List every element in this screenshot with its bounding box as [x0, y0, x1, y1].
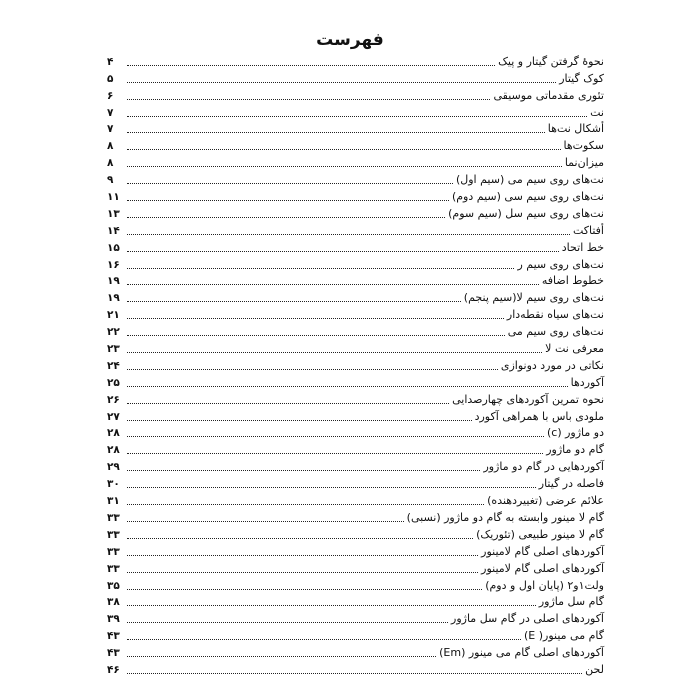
toc-entry-page-number: ۴۳ [107, 647, 120, 660]
toc-entry-label: لحن [585, 662, 604, 676]
toc-entry [107, 322, 604, 339]
dot-leader [127, 622, 448, 623]
dot-leader [127, 234, 570, 235]
dot-leader [127, 268, 514, 269]
toc-entry [107, 474, 604, 491]
toc-entry [107, 305, 604, 322]
dot-leader [127, 318, 504, 319]
toc-entry-label: نت‌های روی سیم لا(سیم پنجم) [463, 291, 604, 305]
toc-entry-label: گام لا مینور طبیعی (تئوریک) [476, 527, 604, 541]
dot-leader [127, 589, 482, 590]
dot-leader [127, 217, 445, 218]
dot-leader [127, 99, 490, 100]
toc-entry-label: معرفی نت لا [545, 342, 604, 356]
toc-entry-page-number: ۲۵ [107, 376, 120, 389]
toc-entry-page-number: ۴۳ [107, 630, 120, 643]
toc-entry [107, 170, 604, 187]
toc-entry-label: آکوردهای اصلی در گام سل ماژور [451, 612, 604, 626]
toc-entry-page-number: ۳۳ [107, 528, 120, 541]
dot-leader [127, 605, 536, 606]
dot-leader [127, 487, 536, 488]
toc-entry [107, 373, 604, 390]
page-title: فهرست [316, 30, 384, 50]
toc-entry [107, 576, 604, 593]
toc-entry-page-number: ۲۹ [107, 461, 120, 474]
toc-entry-label: أشکال نت‌ها [547, 122, 604, 136]
toc-entry [107, 187, 604, 204]
dot-leader [127, 335, 505, 336]
toc-entry-page-number: ۸ [107, 157, 114, 170]
toc-entry-page-number: ۳۱ [107, 495, 120, 508]
toc-entry [107, 390, 604, 407]
toc-entry [107, 272, 604, 289]
toc-entry [107, 457, 604, 474]
toc-entry-page-number: ۶ [107, 89, 114, 102]
toc-entry-label: نحوه تمرین آکوردهای چهارصدایی [452, 392, 604, 406]
toc-entry [107, 491, 604, 508]
toc-entry-label: آکوردهای اصلی گام لامینور [481, 561, 604, 575]
toc-entry-page-number: ۱۴ [107, 224, 120, 237]
dot-leader [127, 82, 556, 83]
toc-entry-page-number: ۱۵ [107, 241, 120, 254]
toc-entry-label: گام لا مینور وابسته به گام دو ماژور (نسبی) [406, 510, 604, 524]
toc-entry-label: نت‌های روی سیم می [507, 325, 604, 339]
toc-entry [107, 593, 604, 610]
toc-entry-page-number: ۳۸ [107, 596, 120, 609]
toc-entry-page-number: ۲۳ [107, 343, 120, 356]
toc-entry [107, 288, 604, 305]
toc-entry-page-number: ۱۹ [107, 292, 120, 305]
toc-entry-label: خط اتحاد [561, 240, 604, 254]
toc-entry-page-number: ۹ [107, 174, 114, 187]
dot-leader [127, 673, 582, 674]
toc-entry-page-number: ۳۳ [107, 511, 120, 524]
toc-entry [107, 69, 604, 86]
toc-entry [107, 221, 604, 238]
toc-entry [107, 86, 604, 103]
toc-entry-label: کوک گیتار [559, 71, 604, 85]
toc-entry [107, 255, 604, 272]
dot-leader [127, 403, 449, 404]
toc-entry-label: ولت۱و۲ (پایان اول و دوم) [485, 578, 604, 592]
toc-entry-label: نت‌های روی سیم ر [517, 257, 604, 271]
toc-entry-label: گام می مینور( E) [523, 629, 604, 643]
toc-entry-page-number: ۳۹ [107, 613, 120, 626]
toc-entry-page-number: ۷ [107, 123, 114, 136]
dot-leader [127, 572, 478, 573]
dot-leader [127, 369, 498, 370]
toc-entry-page-number: ۱۹ [107, 275, 120, 288]
toc-entry-page-number: ۲۴ [107, 359, 120, 372]
dot-leader [127, 200, 449, 201]
toc-entry-label: آکوردهایی در گام دو ماژور [483, 460, 604, 474]
dot-leader [127, 65, 495, 66]
toc-entry-page-number: ۴۶ [107, 663, 120, 676]
toc-entry-page-number: ۳۳ [107, 545, 120, 558]
toc-entry-label: أفتاکت [572, 223, 604, 237]
toc-entry-label: ملودی باس با همراهی آکورد [474, 409, 604, 423]
toc-entry-page-number: ۳۳ [107, 562, 120, 575]
toc-entry [107, 525, 604, 542]
toc-entry-label: فاصله در گیتار [538, 477, 604, 491]
toc-entry-label: سکوت‌ها [563, 139, 604, 153]
toc-entry [107, 424, 604, 441]
toc-entry-label: دو ماژور (c) [546, 426, 604, 440]
toc-entry-label: آکوردها [570, 375, 604, 389]
toc-entry [107, 120, 604, 137]
toc-entry-label: آکوردهای اصلی گام لامینور [481, 544, 604, 558]
toc-entry [107, 103, 604, 120]
toc-entry [107, 136, 604, 153]
toc-entry-page-number: ۸ [107, 140, 114, 153]
toc-entry [107, 407, 604, 424]
dot-leader [127, 436, 544, 437]
dot-leader [127, 453, 543, 454]
dot-leader [127, 521, 404, 522]
toc-entry-label: نت‌های سیاه نقطه‌دار [506, 308, 604, 322]
toc-entry-page-number: ۳۵ [107, 579, 120, 592]
toc-entry-page-number: ۲۲ [107, 326, 120, 339]
dot-leader [127, 420, 472, 421]
toc-entry-page-number: ۴ [107, 55, 114, 68]
dot-leader [127, 656, 436, 657]
dot-leader [127, 538, 473, 539]
dot-leader [127, 301, 461, 302]
toc-entry-label: تئوری مقدماتی موسیقی [493, 88, 604, 102]
toc-entry-label: نت‌های روی سیم می (سیم اول) [455, 173, 604, 187]
dot-leader [127, 386, 568, 387]
dot-leader [127, 352, 542, 353]
toc-entry-page-number: ۲۸ [107, 444, 120, 457]
toc-entry [107, 339, 604, 356]
toc-entry-label: آکوردهای اصلی گام می مینور (Em) [439, 646, 604, 660]
toc-entry [107, 356, 604, 373]
toc-entry-label: نکاتی در مورد دونوازی [500, 358, 604, 372]
dot-leader [127, 166, 562, 167]
toc-entry-page-number: ۱۳ [107, 207, 120, 220]
dot-leader [127, 183, 453, 184]
toc-entry [107, 643, 604, 660]
toc-entry [107, 508, 604, 525]
toc-entry [107, 542, 604, 559]
dot-leader [127, 116, 587, 117]
toc-entry [107, 626, 604, 643]
toc-entry-label: خطوط اضافه [541, 274, 604, 288]
toc-entry-page-number: ۲۸ [107, 427, 120, 440]
toc-entry-page-number: ۲۱ [107, 309, 120, 322]
dot-leader [127, 149, 561, 150]
dot-leader [127, 504, 484, 505]
toc-entry-label: علائم عرضی (تغییردهنده) [487, 494, 604, 508]
toc-entry [107, 609, 604, 626]
toc-entry-page-number: ۲۶ [107, 393, 120, 406]
toc-entry [107, 559, 604, 576]
toc-entry [107, 153, 604, 170]
toc-entry-page-number: ۱۶ [107, 258, 120, 271]
toc-entry-label: نت‌های روی سیم سل (سیم سوم) [448, 206, 604, 220]
toc-entry-label: نحوهٔ گرفتن گیتار و پیک [498, 54, 604, 68]
toc-entry-page-number: ۲۷ [107, 410, 120, 423]
toc-entry [107, 52, 604, 69]
toc-entry [107, 440, 604, 457]
dot-leader [127, 555, 478, 556]
dot-leader [127, 639, 521, 640]
toc-entry-label: گام دو ماژور [546, 443, 604, 457]
toc-entry-label: گام سل ماژور [538, 595, 604, 609]
toc-entry-page-number: ۱۱ [107, 191, 120, 204]
toc-entry-page-number: ۳۰ [107, 478, 120, 491]
toc-entry-label: نت [590, 105, 604, 119]
toc-entry [107, 204, 604, 221]
toc-entry-page-number: ۷ [107, 106, 114, 119]
toc-entry-label: نت‌های روی سیم سی (سیم دوم) [451, 190, 604, 204]
dot-leader [127, 284, 539, 285]
dot-leader [127, 470, 480, 471]
toc-entry-page-number: ۵ [107, 72, 114, 85]
toc-entry-label: میزان‌نما [564, 156, 604, 170]
dot-leader [127, 251, 559, 252]
toc-entry [107, 238, 604, 255]
table-of-contents [107, 52, 604, 677]
toc-entry [107, 660, 604, 677]
dot-leader [127, 132, 545, 133]
